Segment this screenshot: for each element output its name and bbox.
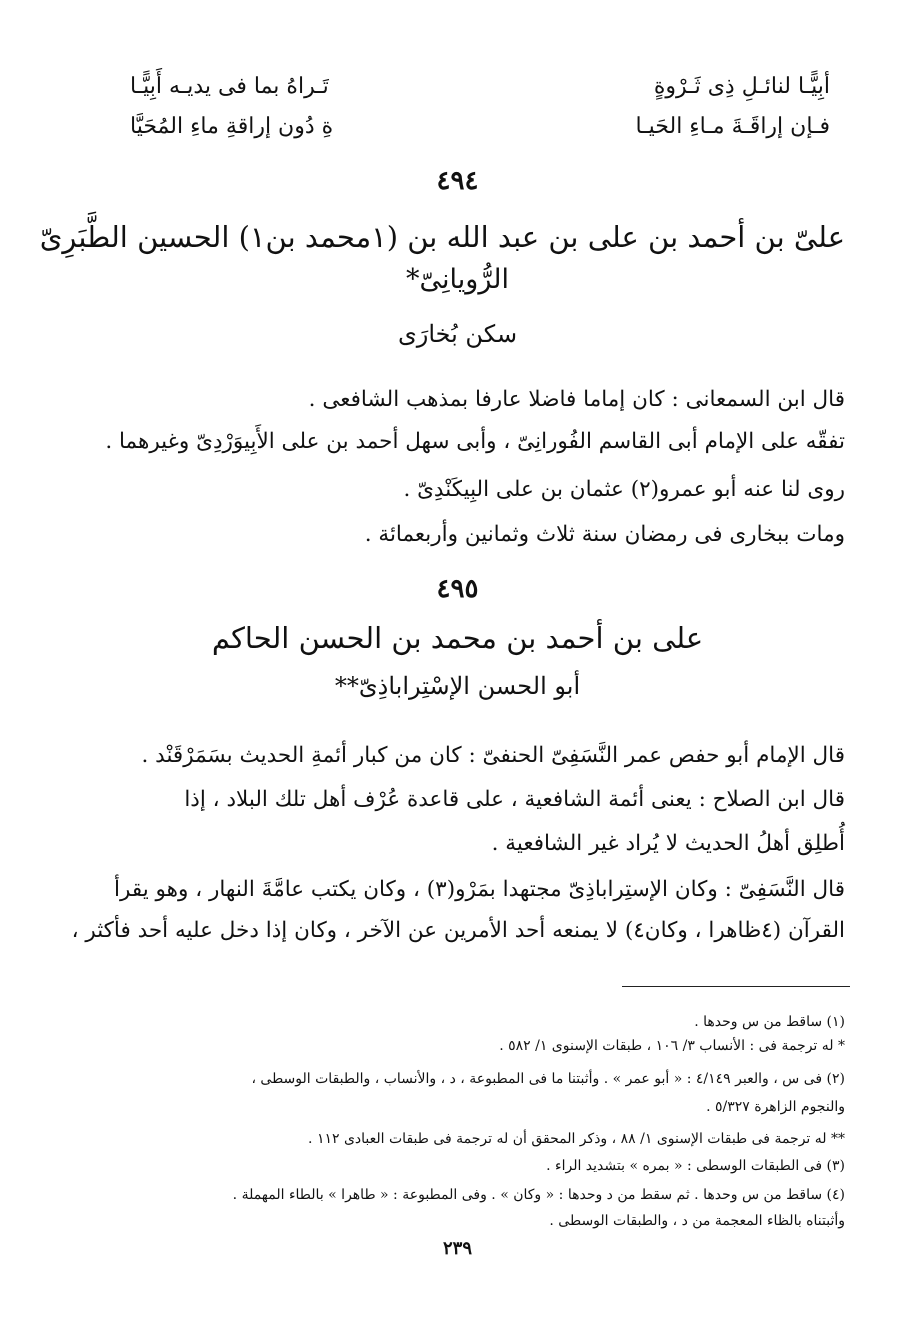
hemistich-left: ةِ دُون إراقةِ ماءِ المُحَيَّا — [130, 114, 334, 139]
entry-494-subtitle: سكن بُخارَى — [397, 320, 518, 348]
footnote: وأثبتناه بالظاء المعجمة من د ، والطبقات الوسطى . — [549, 1213, 845, 1229]
entry-number-495: ٤٩٥ — [436, 574, 479, 604]
page-number: ٢٣٩ — [442, 1238, 472, 1259]
entry-495-paragraph: قال الإمام أبو حفص عمر النَّسَفِىّ الحنفىّ : كان من كبار أئمةِ الحديث بسَمَرْقَنْد . — [141, 743, 845, 768]
footnote: (٤) ساقط من س وحدها . ثم سقط من د وحدها : « وكان » . وفى المطبوعة : « طاهرا » بالطاء المهملة . — [232, 1187, 845, 1203]
entry-494-paragraph: ومات ببخارى فى رمضان سنة ثلاث وثمانين وأربعمائة . — [364, 522, 845, 547]
footnote: والنجوم الزاهرة ٥/٣٢٧ . — [706, 1099, 845, 1115]
entry-494-title-line-2: الرُّويانِىّ* — [406, 264, 509, 295]
footnote: ** له ترجمة فى طبقات الإسنوى ١/ ٨٨ ، وذكر المحقق أن له ترجمة فى طبقات العبادى ١١٢ . — [308, 1131, 845, 1147]
entry-495-paragraph: قال ابن الصلاح : يعنى أئمة الشافعية ، على قاعدة عُرْف أهل تلك البلاد ، إذا — [184, 787, 845, 812]
entry-495-paragraph: القرآن (٤ظاهرا ، وكان٤) لا يمنعه أحد الأمرين عن الآخر ، وكان إذا دخل عليه أحد فأكثر ، — [71, 918, 845, 943]
footnote: (٣) فى الطبقات الوسطى : « بمره » بتشديد الراء . — [546, 1158, 845, 1174]
entry-494-title-line-1: علىّ بن أحمد بن على بن عبد الله بن (١محمد بن١) الحسين الطَّبَرِىّ — [39, 220, 845, 254]
entry-494-paragraph: قال ابن السمعانى : كان إماما فاضلا عارفا بمذهب الشافعى . — [308, 387, 845, 412]
poem-line-2 — [130, 114, 830, 139]
entry-495-subtitle: أبو الحسن الإسْتِراباذِىّ** — [334, 672, 581, 700]
entry-495-paragraph: قال النَّسَفِىّ : وكان الإستِراباذِىّ مجتهدا بمَرْو(٣) ، وكان يكتب عامَّةَ النهار ، وهو يقرأ — [114, 877, 845, 902]
footnote: (٢) فى س ، والعبر ٤/١٤٩ : « أبو عمر » . وأثبتنا ما فى المطبوعة ، د ، والأنساب ، والطبقات الوسطى ، — [251, 1071, 845, 1087]
entry-494-paragraph: روى لنا عنه أبو عمرو(٢) عثمان بن على البِيكَنْدِىّ . — [403, 477, 845, 502]
entry-number-494: ٤٩٤ — [436, 166, 479, 196]
footnote: * له ترجمة فى : الأنساب ٣/ ١٠٦ ، طبقات الإسنوى ١/ ٥٨٢ . — [499, 1038, 845, 1054]
entry-495-title: على بن أحمد بن محمد بن الحسن الحاكم — [211, 621, 704, 655]
hemistich-right: فـإن إراقَـةَ مـاءِ الحَيـا — [635, 114, 830, 139]
entry-495-paragraph: أُطلِق أهلُ الحديث لا يُراد غير الشافعية . — [491, 831, 845, 856]
footnote: (١) ساقط من س وحدها . — [694, 1014, 845, 1030]
hemistich-left: تَـراهُ بما فى يديـه أَبِيًّـا — [130, 74, 329, 99]
footnote-separator — [622, 986, 850, 987]
entry-494-paragraph: تفقّه على الإمام أبى القاسم الفُورانِىّ ، وأبى سهل أحمد بن على الأَبِيوَرْدِىّ وغيرهما . — [105, 429, 845, 454]
poem-line-1 — [130, 74, 830, 99]
hemistich-right: أبِيًّـا لنائـلِ ذِى ثَـرْوةٍ — [653, 74, 830, 99]
